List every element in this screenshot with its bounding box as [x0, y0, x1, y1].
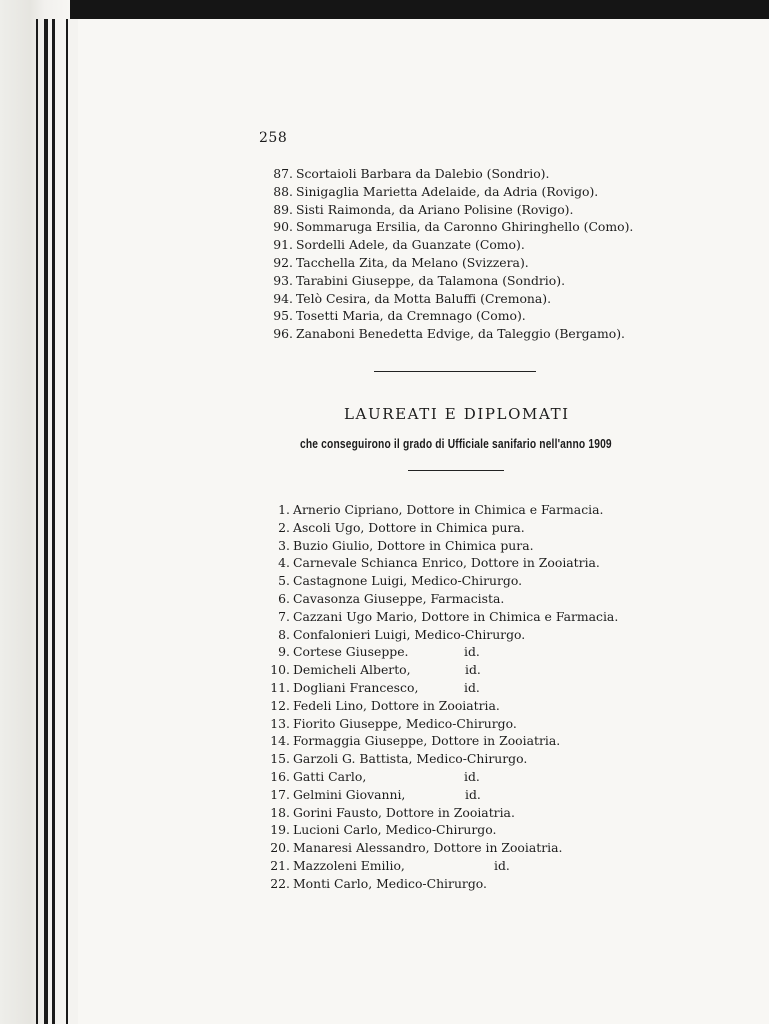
item-number: 7. [278, 608, 290, 624]
list-item [265, 254, 685, 272]
item-number: 10. [270, 662, 290, 678]
list-item [265, 290, 685, 308]
scan-top-edge [0, 0, 769, 19]
item-number: 12. [270, 697, 290, 713]
item-number: 2. [278, 519, 290, 535]
item-text: Gatti Carlo, [293, 768, 367, 784]
item-text: Cavasonza Giuseppe, Farmacista. [293, 590, 505, 606]
list-item [262, 804, 682, 822]
page-number: 258 [259, 130, 288, 146]
list-item [262, 501, 682, 519]
list-item [262, 572, 682, 590]
item-text: Sommaruga Ersilia, da Caronno Ghiringhello (Como). [296, 219, 634, 235]
ditto-mark: id. [464, 644, 480, 660]
item-text: Dogliani Francesco, [293, 679, 419, 695]
item-text: Sisti Raimonda, da Ariano Polisine (Rovigo). [296, 201, 574, 217]
item-text: Sordelli Adele, da Guanzate (Como). [296, 237, 525, 253]
list-item [262, 519, 682, 537]
ditto-mark: id. [464, 768, 480, 784]
list-item [262, 821, 682, 839]
list-item [262, 537, 682, 555]
list-item [262, 857, 682, 875]
item-number: 15. [270, 751, 290, 767]
list-item [262, 750, 682, 768]
list-item [262, 608, 682, 626]
list-item [262, 786, 682, 804]
item-number: 90. [273, 219, 293, 235]
list-item [265, 307, 685, 325]
list-item [262, 626, 682, 644]
binding-line [36, 19, 38, 1024]
item-number: 5. [278, 573, 290, 589]
list-item [262, 768, 682, 786]
section-title: LAUREATI E DIPLOMATI [344, 405, 570, 423]
binding-line [44, 19, 48, 1024]
item-number: 21. [270, 857, 290, 873]
item-text: Sinigaglia Marietta Adelaide, da Adria (Rovigo). [296, 183, 599, 199]
item-text: Manaresi Alessandro, Dottore in Zooiatria. [293, 840, 563, 856]
section-divider [374, 371, 536, 372]
binding-line [52, 19, 55, 1024]
item-number: 96. [273, 326, 293, 342]
list-item [262, 839, 682, 857]
item-text: Fedeli Lino, Dottore in Zooiatria. [293, 697, 500, 713]
item-number: 95. [273, 308, 293, 324]
item-number: 8. [278, 626, 290, 642]
item-number: 4. [278, 555, 290, 571]
item-number: 89. [273, 201, 293, 217]
item-number: 92. [273, 254, 293, 270]
item-text: Mazzoleni Emilio, [293, 857, 405, 873]
ditto-mark: id. [465, 662, 481, 678]
item-text: Garzoli G. Battista, Medico-Chirurgo. [293, 751, 528, 767]
section-subtitle: che conseguirono il grado di Ufficiale sanifario nell'anno 1909 [300, 437, 612, 451]
item-number: 18. [270, 804, 290, 820]
graduates-list [262, 501, 682, 893]
list-item [265, 236, 685, 254]
item-number: 9. [278, 644, 290, 660]
item-number: 17. [270, 786, 290, 802]
item-text: Formaggia Giuseppe, Dottore in Zooiatria. [293, 733, 561, 749]
item-text: Buzio Giulio, Dottore in Chimica pura. [293, 537, 534, 553]
item-text: Lucioni Carlo, Medico-Chirurgo. [293, 822, 497, 838]
item-number: 22. [270, 875, 290, 891]
ditto-mark: id. [465, 786, 481, 802]
item-text: Tacchella Zita, da Melano (Svizzera). [296, 254, 529, 270]
binding-line [66, 19, 68, 1024]
item-number: 13. [270, 715, 290, 731]
list-item [265, 272, 685, 290]
item-text: Gorini Fausto, Dottore in Zooiatria. [293, 804, 515, 820]
item-number: 19. [270, 822, 290, 838]
item-text: Confalonieri Luigi, Medico-Chirurgo. [293, 626, 526, 642]
item-number: 3. [278, 537, 290, 553]
item-text: Scortaioli Barbara da Dalebio (Sondrio). [296, 166, 550, 181]
top-name-list [265, 165, 685, 343]
item-text: Carnevale Schianca Enrico, Dottore in Zooiatria. [293, 555, 600, 571]
list-item [262, 661, 682, 679]
item-text: Tarabini Giuseppe, da Talamona (Sondrio). [296, 272, 566, 288]
item-number: 11. [270, 679, 290, 695]
list-item [262, 679, 682, 697]
item-text: Fiorito Giuseppe, Medico-Chirurgo. [293, 715, 517, 731]
list-item [265, 218, 685, 236]
ditto-mark: id. [464, 679, 480, 695]
list-item [265, 183, 685, 201]
item-number: 91. [273, 237, 293, 253]
list-item [265, 325, 685, 343]
item-number: 94. [273, 290, 293, 306]
item-text: Ascoli Ugo, Dottore in Chimica pura. [293, 519, 525, 535]
list-item [262, 732, 682, 750]
item-number: 14. [270, 733, 290, 749]
item-number: 93. [273, 272, 293, 288]
list-item [265, 165, 685, 183]
item-text: Cazzani Ugo Mario, Dottore in Chimica e Farmacia. [293, 608, 619, 624]
list-item [262, 643, 682, 661]
item-number: 16. [270, 768, 290, 784]
item-number: 6. [278, 590, 290, 606]
item-number: 88. [273, 183, 293, 199]
item-text: Arnerio Cipriano, Dottore in Chimica e Farmacia. [293, 502, 604, 517]
list-item [262, 554, 682, 572]
item-text: Telò Cesira, da Motta Baluffi (Cremona). [296, 290, 552, 306]
subtitle-divider [408, 470, 504, 471]
item-text: Demicheli Alberto, [293, 662, 411, 678]
ditto-mark: id. [494, 857, 510, 873]
item-text: Castagnone Luigi, Medico-Chirurgo. [293, 573, 523, 589]
list-item [262, 715, 682, 733]
item-number: 20. [270, 840, 290, 856]
list-item [262, 697, 682, 715]
item-number: 87. [273, 166, 293, 181]
list-item [262, 875, 682, 893]
item-text: Tosetti Maria, da Cremnago (Como). [296, 308, 526, 324]
item-text: Monti Carlo, Medico-Chirurgo. [293, 875, 487, 891]
item-number: 1. [278, 502, 290, 517]
list-item [262, 590, 682, 608]
item-text: Zanaboni Benedetta Edvige, da Taleggio (Bergamo). [296, 326, 625, 342]
item-text: Cortese Giuseppe. [293, 644, 409, 660]
book-binding-edge [0, 0, 70, 1024]
item-text: Gelmini Giovanni, [293, 786, 406, 802]
list-item [265, 201, 685, 219]
